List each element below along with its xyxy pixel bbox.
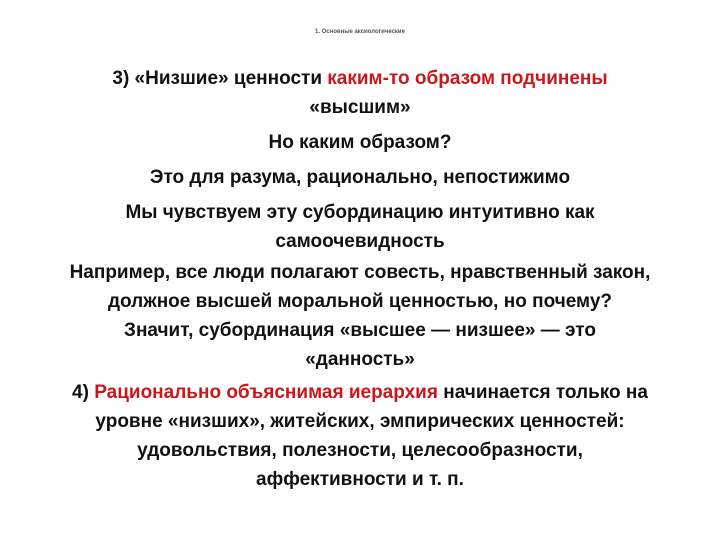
- question-line: Но каким образом?: [268, 132, 452, 153]
- paragraph-4-rest: начинается только на: [437, 382, 648, 403]
- slide-title: 1. Основные аксиологические: [315, 29, 405, 35]
- paragraph-3: [30, 64, 690, 122]
- example-line-1: Например, все люди полагают совесть, нравственный закон,: [69, 262, 651, 283]
- intuition-line-2: самоочевидность: [275, 231, 445, 252]
- example-line-2: должное высшей моральной ценностью, но почему?: [107, 291, 613, 312]
- paragraph-3-rest: «высшим»: [309, 97, 411, 118]
- intuition-line-1: Мы чувствуем эту субординацию интуитивно как: [125, 202, 595, 223]
- paragraph-4-prefix: 4): [72, 382, 95, 403]
- statement-line: Это для разума, рационально, непостижимо: [149, 167, 571, 188]
- example-line-3: Значит, субординация «высшее — низшее» — это: [124, 320, 596, 341]
- paragraph-3-prefix: 3) «Низшие» ценности: [112, 68, 328, 89]
- intuition-paragraph: [30, 198, 690, 256]
- paragraph-4-highlight: Рационально объяснимая иерархия: [94, 382, 438, 403]
- slide-body: [30, 64, 690, 494]
- example-line-4: «данность»: [305, 349, 415, 370]
- paragraph-4-line-2: уровне «низших», житейских, эмпирических ценностей:: [95, 411, 625, 432]
- paragraph-4-line-4: аффективности и т. п.: [256, 469, 464, 490]
- paragraph-4: [30, 378, 690, 494]
- paragraph-3-highlight: каким-то образом подчинены: [327, 68, 608, 89]
- example-paragraph: [30, 258, 690, 374]
- paragraph-4-line-3: удовольствия, полезности, целесообразности,: [137, 440, 583, 461]
